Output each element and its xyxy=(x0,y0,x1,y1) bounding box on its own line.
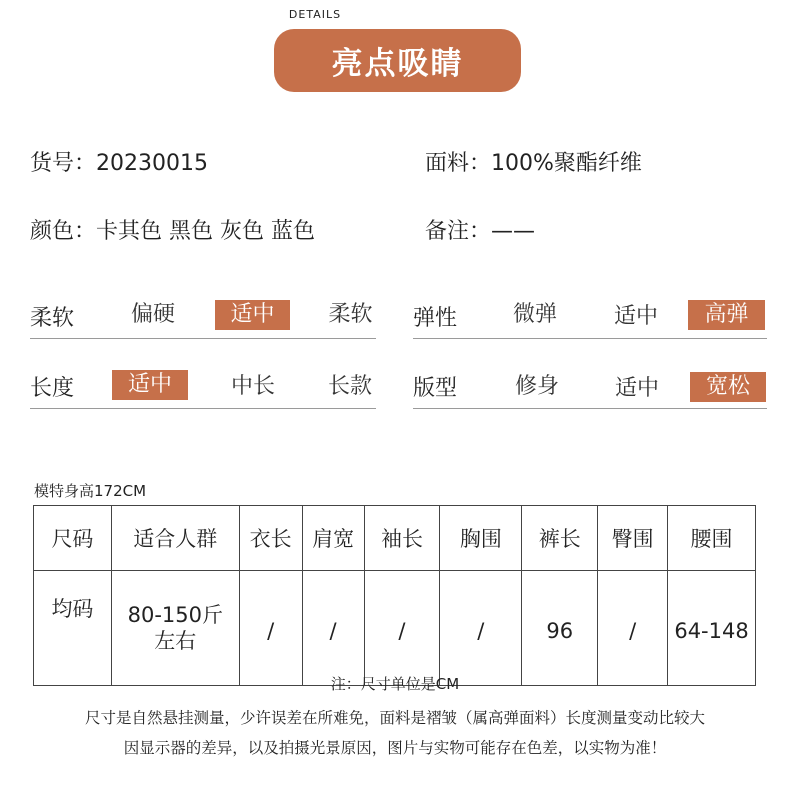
fit-label: 版型 xyxy=(413,376,458,401)
cell-waist: 64-148 xyxy=(668,571,756,686)
table-row xyxy=(34,571,756,686)
softness-option-soft: 柔软 xyxy=(328,302,373,327)
unit-note: 注：尺寸单位是CM xyxy=(330,675,460,693)
remark-value: —— xyxy=(491,219,536,244)
elasticity-option-high: 高弹 xyxy=(688,300,765,330)
softness-option-medium: 适中 xyxy=(215,300,290,330)
elasticity-option-slight: 微弹 xyxy=(512,302,557,327)
length-label: 长度 xyxy=(30,376,75,401)
remark-info xyxy=(425,214,535,245)
elasticity-label: 弹性 xyxy=(413,306,458,331)
cell-hip: / xyxy=(598,571,668,686)
header-sleeve: 袖长 xyxy=(364,506,440,571)
softness-divider xyxy=(30,338,376,339)
header-garment-length: 衣长 xyxy=(239,506,302,571)
fit-option-slim: 修身 xyxy=(514,374,559,399)
softness-label: 柔软 xyxy=(30,306,75,331)
fit-option-medium: 适中 xyxy=(614,376,659,401)
header-chest: 胸围 xyxy=(440,506,522,571)
title-banner: 亮点吸睛 xyxy=(274,29,521,92)
fit-divider xyxy=(413,408,767,409)
header-size: 尺码 xyxy=(34,506,112,571)
elasticity-divider xyxy=(413,338,767,339)
model-height-note: 模特身高172CM xyxy=(34,482,147,500)
disclaimer-line-1: 尺寸是自然悬挂测量，少许误差在所难免，面料是褶皱（属高弹面料）长度测量变动比较大 xyxy=(84,709,705,727)
size-table xyxy=(33,505,756,686)
details-label: DETAILS xyxy=(288,8,342,21)
header-hip: 臀围 xyxy=(598,506,668,571)
color-info: 颜色：卡其色 黑色 灰色 蓝色 xyxy=(30,219,315,244)
cell-sleeve: / xyxy=(364,571,440,686)
cell-pants-length: 96 xyxy=(522,571,598,686)
header-pants-length: 裤长 xyxy=(522,506,598,571)
length-option-mid-long: 中长 xyxy=(230,374,275,399)
remark-label: 备注： xyxy=(425,219,492,244)
length-divider xyxy=(30,408,376,409)
length-option-long: 长款 xyxy=(327,374,372,399)
header-waist: 腰围 xyxy=(668,506,756,571)
cell-size: 均码 xyxy=(34,571,112,686)
item-number: 货号：20230015 xyxy=(30,151,208,176)
cell-suitable: 80-150斤 左右 xyxy=(111,571,239,686)
disclaimer-line-2: 因显示器的差异，以及拍摄光景原因，图片与实物可能存在色差，以实物为准！ xyxy=(123,739,667,757)
header-shoulder: 肩宽 xyxy=(302,506,364,571)
softness-option-hard: 偏硬 xyxy=(130,302,175,327)
elasticity-option-medium: 适中 xyxy=(613,304,658,329)
size-table-header-row xyxy=(34,506,756,571)
cell-chest: / xyxy=(440,571,522,686)
header-suitable: 适合人群 xyxy=(111,506,239,571)
length-option-medium: 适中 xyxy=(112,370,188,400)
fit-option-loose: 宽松 xyxy=(690,372,766,402)
cell-shoulder: / xyxy=(302,571,364,686)
cell-garment-length: / xyxy=(239,571,302,686)
fabric-info: 面料：100%聚酯纤维 xyxy=(425,151,642,176)
